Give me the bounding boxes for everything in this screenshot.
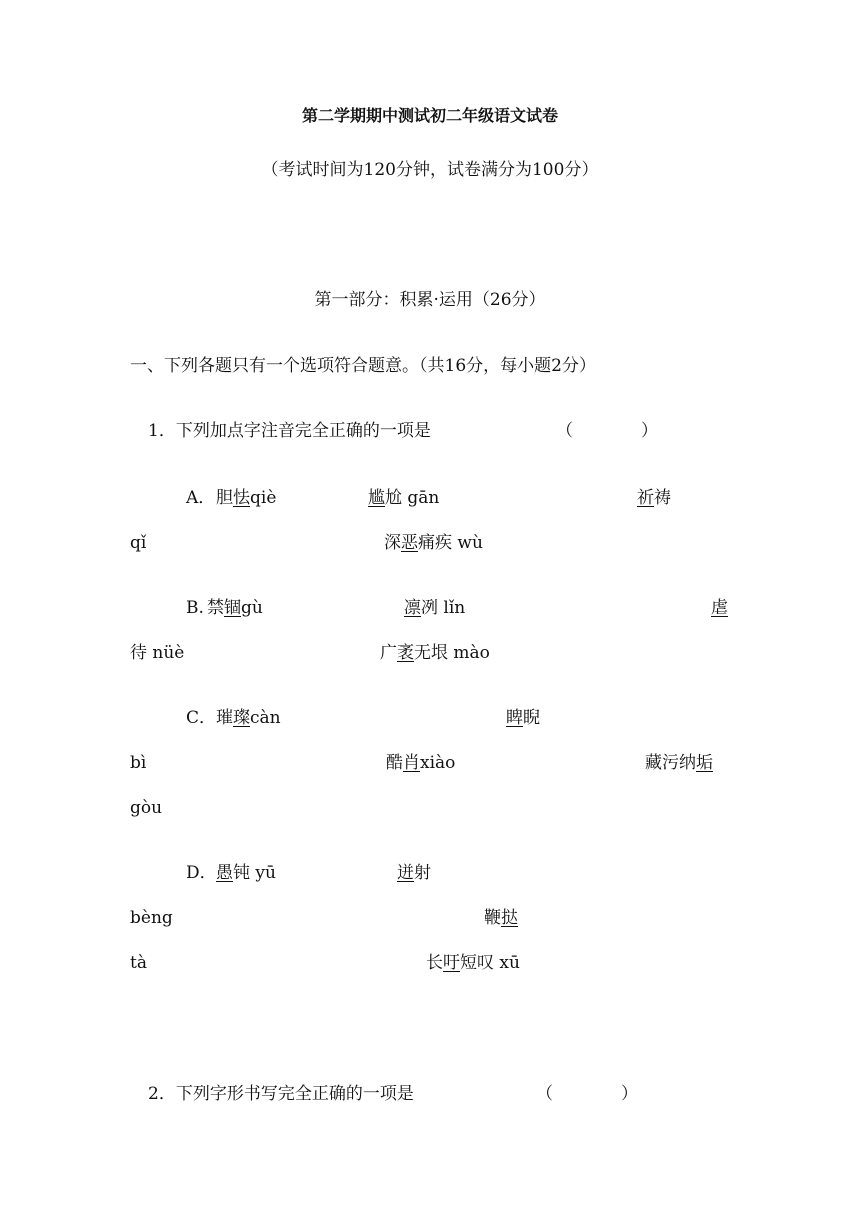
q1-option-b-item-3-rest: 待 nüè bbox=[130, 643, 185, 663]
q1-option-b-label: B. bbox=[186, 598, 204, 618]
q1-option-b-item-1: 禁锢gù bbox=[207, 598, 263, 618]
page-title: 第二学期期中测试初二年级语文试卷 bbox=[301, 106, 558, 125]
q1-option-d-item-2-pinyin: bèng bbox=[130, 908, 173, 928]
q1-option-a-item-4: 深恶痛疾 wù bbox=[384, 533, 483, 553]
q2-prompt: 2．下列字形书写完全正确的一项是 bbox=[148, 1084, 414, 1104]
q1-option-b-item-2: 凛冽 lǐn bbox=[404, 598, 466, 618]
q2-answer-blank: （ ） bbox=[536, 1084, 638, 1104]
q1-option-b-item-4: 广袤无垠 mào bbox=[380, 643, 490, 663]
q1-option-d-item-3: 鞭挞 bbox=[484, 908, 518, 928]
part1-heading: 第一部分：积累·运用（26分） bbox=[314, 290, 546, 310]
section1-heading: 一、下列各题只有一个选项符合题意。（共16分，每小题2分） bbox=[130, 356, 596, 376]
q1-option-a-item-3: 祈祷 bbox=[637, 488, 671, 508]
q1-option-d-item-4: 长吁短叹 xū bbox=[426, 953, 520, 973]
q1-option-c-item-4-pinyin: gòu bbox=[130, 798, 163, 818]
q1-option-a-item-3-pinyin: qǐ bbox=[130, 533, 147, 553]
q1-option-c-item-2-pinyin: bì bbox=[130, 753, 147, 773]
q1-prompt: 1．下列加点字注音完全正确的一项是 bbox=[148, 421, 431, 441]
q1-option-a-label: A． bbox=[186, 488, 216, 508]
q1-option-a-item-2: 尴尬 gān bbox=[368, 488, 440, 508]
q1-option-d-item-1: 愚钝 yū bbox=[216, 863, 276, 883]
exam-info: （考试时间为120分钟，试卷满分为100分） bbox=[261, 160, 599, 180]
q1-option-b-item-3: 虐 bbox=[711, 598, 728, 618]
q1-answer-blank: （ ） bbox=[556, 421, 658, 441]
q1-option-c-item-4: 藏污纳垢 bbox=[645, 753, 713, 773]
q1-option-c-label: C． bbox=[186, 708, 217, 728]
q1-option-c-item-1: 璀璨càn bbox=[216, 708, 281, 728]
q1-option-d-label: D． bbox=[186, 863, 217, 883]
q1-option-a-item-1: 胆怯qiè bbox=[216, 488, 277, 508]
q1-option-c-item-2: 睥睨 bbox=[506, 708, 540, 728]
q1-option-d-item-3-pinyin: tà bbox=[130, 953, 147, 973]
q1-option-c-item-3: 酷肖xiào bbox=[386, 753, 456, 773]
q1-option-d-item-2: 迸射 bbox=[397, 863, 431, 883]
